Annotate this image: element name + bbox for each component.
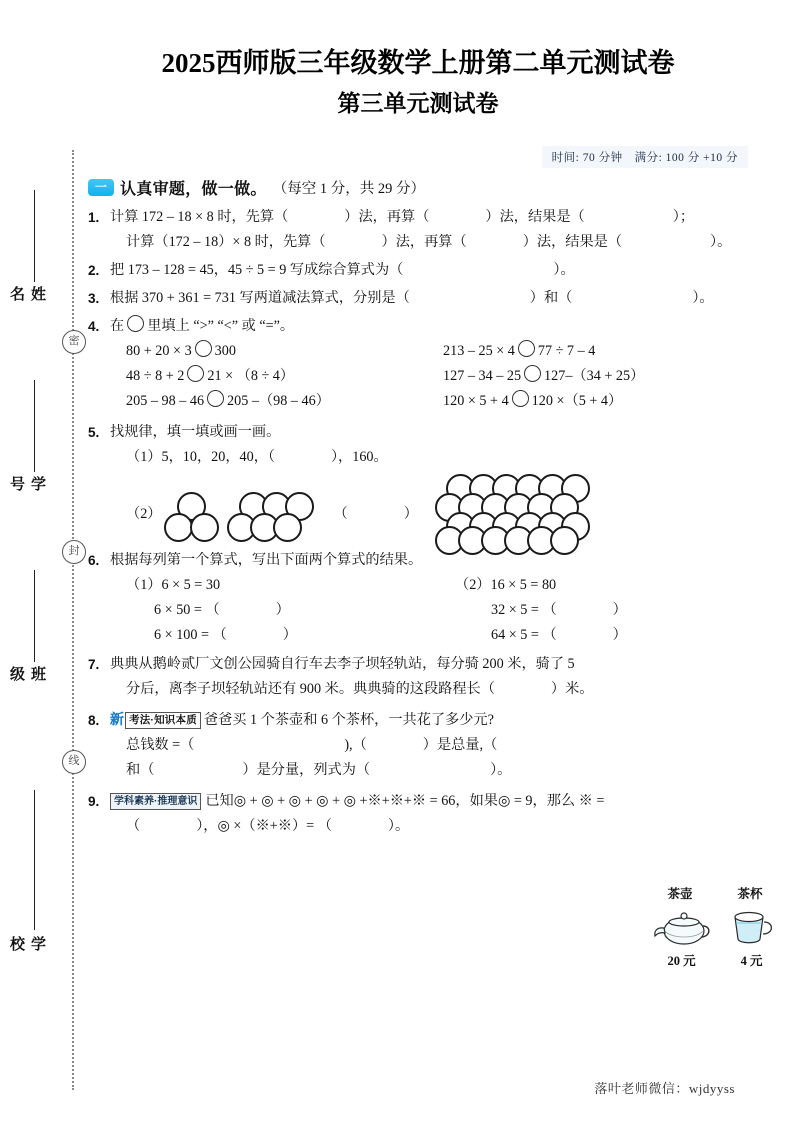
question-number: 7. (88, 657, 100, 672)
question-text: ）。 (710, 234, 732, 250)
seal-mark-1: 封 (62, 540, 86, 564)
teapot-label: 茶壶 (667, 887, 693, 901)
question-text: 分后，离李子坝轻轨站还有 900 米。典典骑的这段路程长（ (126, 681, 495, 697)
exam-meta: 时间: 70 分钟 满分: 100 分 +10 分 (542, 146, 748, 168)
question-line (110, 286, 760, 311)
expression-right: 205 –（98 – 46） (227, 393, 330, 409)
question-text: ）和（ (529, 290, 573, 306)
teacup-price: 4 元 (740, 954, 763, 968)
title-sub: 第三单元测试卷 (337, 91, 499, 116)
question-text: ）。 (553, 262, 575, 278)
formula-row (110, 623, 760, 648)
question-text: 在 (110, 318, 125, 334)
question-number: 1. (88, 210, 100, 225)
question-text: ）米。 (550, 681, 594, 697)
expression-right: 127–（34 + 25） (544, 368, 645, 384)
formula-item (423, 623, 760, 648)
formula-text: 6 × 50 = （ (154, 602, 220, 618)
seal-field-label: 姓名 (8, 286, 45, 304)
question-number: 6. (88, 553, 100, 568)
question-text: 计算（172 – 18）× 8 时，先算（ (126, 234, 326, 250)
question-6 (88, 548, 760, 648)
section-points: （每空 1 分，共 29 分） (272, 181, 425, 197)
question-line: 根据每列第一个算式，写出下面两个算式的结果。 (110, 552, 423, 568)
badge-literacy: 学科素养·推理意识 (110, 793, 201, 810)
compare-row (110, 339, 760, 364)
question-text: 根据 370 + 361 = 731 写两道减法算式，分别是（ (110, 290, 410, 306)
pattern-figure-2 (225, 486, 317, 544)
compare-row (110, 389, 760, 414)
question-text: ),（ (344, 737, 367, 753)
compare-item (443, 339, 760, 364)
teaware-labels (645, 884, 785, 902)
question-9 (88, 789, 760, 839)
question-text: ）法，再算（ (381, 234, 467, 250)
footer-watermark: 落叶老师微信：wjdyyss (594, 1081, 735, 1096)
compare-item (110, 389, 443, 414)
teacup-label: 茶杯 (737, 887, 763, 901)
blank-open: （ (333, 506, 348, 522)
question-number: 8. (88, 713, 100, 728)
formula-close: ） (612, 627, 627, 643)
seal-field-rule (34, 190, 35, 282)
question-text: ）法，结果是（ (522, 234, 623, 250)
compare-circle-input[interactable] (524, 365, 541, 382)
question-text: ）是分量，列式为（ (242, 762, 371, 778)
seal-field-rule (34, 790, 35, 930)
formula-item (423, 598, 760, 623)
seal-field-rule (34, 380, 35, 472)
question-8 (88, 708, 760, 783)
question-line (110, 708, 760, 733)
question-text: 总钱数 =（ (126, 737, 195, 753)
question-number: 2. (88, 263, 100, 278)
compare-item (110, 339, 443, 364)
seal-margin (0, 0, 88, 1122)
expression-right: 300 (214, 343, 236, 359)
question-number: 5. (88, 425, 100, 440)
seal-field-label: 学号 (8, 476, 45, 494)
formula-close: ） (612, 602, 627, 618)
question-3 (88, 286, 760, 311)
pattern-figures (110, 474, 760, 544)
compare-circle-input[interactable] (195, 340, 212, 357)
teacup-icon (727, 905, 779, 949)
teaware-prices (645, 951, 785, 969)
compare-item (110, 364, 443, 389)
question-text: ），◎ ×（※+※）= （ (196, 818, 332, 834)
question-text: ）。 (692, 290, 714, 306)
expression-right: 77 ÷ 7 – 4 (537, 343, 596, 359)
question-text: （ (126, 818, 141, 834)
question-text: ）； (672, 209, 695, 225)
question-text: 把 173 – 128 = 45，45 ÷ 5 = 9 写成综合算式为（ (110, 262, 404, 278)
seal-mark-0: 密 (62, 330, 86, 354)
expression-left: 213 – 25 × 4 (443, 343, 515, 359)
question-number: 3. (88, 291, 100, 306)
question-number: 4. (88, 319, 100, 334)
pattern-blank[interactable] (333, 484, 417, 544)
question-line (110, 314, 760, 339)
compare-circle-icon (127, 315, 144, 332)
expression-left: 120 × 5 + 4 (443, 393, 509, 409)
formula-item (110, 598, 423, 623)
compare-circle-input[interactable] (187, 365, 204, 382)
question-text: （1）5，10，20，40，（ (126, 449, 275, 465)
question-line (110, 789, 760, 814)
seal-mark-2: 线 (62, 750, 86, 774)
formula-head: （2）16 × 5 = 80 (455, 577, 557, 593)
question-line: 典典从鹅岭贰厂文创公园骑自行车去李子坝轻轨站，每分骑 200 米，骑了 5 (110, 656, 575, 672)
question-1 (88, 205, 760, 255)
formula-text: 64 × 5 = （ (491, 627, 557, 643)
expression-left: 127 – 34 – 25 (443, 368, 522, 384)
question-text: 里填上 “>” “<” 或 “=”。 (147, 318, 295, 334)
title-main: 2025西师版三年级数学上册第二单元测试卷 (161, 48, 675, 78)
question-text: ）法，再算（ (344, 209, 430, 225)
compare-row (110, 364, 760, 389)
question-line (110, 230, 760, 255)
formula-text: 6 × 100 = （ (154, 627, 227, 643)
question-line (110, 677, 760, 702)
question-line (110, 445, 760, 470)
formula-row (110, 598, 760, 623)
formula-close: ） (282, 627, 297, 643)
section-badge: 一 (88, 179, 114, 196)
question-line (110, 758, 760, 783)
pattern-figure-1 (161, 486, 219, 544)
question-5 (88, 420, 760, 544)
teapot-price: 20 元 (667, 954, 696, 968)
formula-close: ） (275, 602, 290, 618)
section-header (88, 176, 760, 199)
question-line (110, 814, 760, 839)
formula-row (110, 573, 760, 598)
formula-item (110, 623, 423, 648)
question-number: 9. (88, 794, 100, 809)
question-text: ）。 (490, 762, 512, 778)
badge-exam-method: 考法·知识本质 (125, 712, 201, 729)
seal-field-label: 学校 (8, 936, 45, 954)
pattern-figure-4 (434, 474, 594, 552)
teaware-illustration (645, 884, 785, 969)
badge-new: 新 (110, 708, 124, 733)
expression-right: 21 × （8 ÷ 4） (207, 368, 295, 384)
question-line (110, 258, 760, 283)
page-title (88, 44, 748, 120)
question-4 (88, 314, 760, 414)
seal-field-label: 班级 (8, 666, 45, 684)
teaware-images (645, 903, 785, 949)
blank-close: ） (403, 506, 418, 522)
seal-field-rule (34, 570, 35, 662)
question-line (110, 205, 760, 230)
seal-dotted-line (72, 150, 74, 1090)
question-line: 找规律，填一填或画一画。 (110, 424, 281, 440)
exam-body (88, 176, 760, 842)
question-text: ）。 (387, 818, 410, 834)
question-text: 和（ (126, 762, 155, 778)
expression-right: 120 ×（5 + 4） (531, 393, 623, 409)
expression-left: 48 ÷ 8 + 2 (126, 368, 185, 384)
pattern-label: （2） (126, 506, 162, 522)
question-text: ）是总量,（ (422, 737, 498, 753)
question-text: 计算 172 – 18 × 8 时，先算（ (110, 209, 289, 225)
compare-item (443, 364, 760, 389)
expression-left: 80 + 20 × 3 (126, 343, 192, 359)
question-2 (88, 258, 760, 283)
expression-left: 205 – 98 – 46 (126, 393, 205, 409)
compare-circle-input[interactable] (207, 390, 224, 407)
question-text: ），160。 (330, 449, 388, 465)
compare-circle-input[interactable] (512, 390, 529, 407)
formula-head: （1）6 × 5 = 30 (126, 577, 221, 593)
question-text: 已知◎ + ◎ + ◎ + ◎ + ◎ +※+※+※ = 66，如果◎ = 9，那么 ※ = (205, 793, 605, 809)
formula-text: 32 × 5 = （ (491, 602, 557, 618)
question-line (110, 733, 760, 758)
compare-item (443, 389, 760, 414)
question-text: ）法，结果是（ (485, 209, 585, 225)
question-7 (88, 652, 760, 702)
teapot-icon (651, 905, 715, 949)
compare-circle-input[interactable] (518, 340, 535, 357)
question-text: 爸爸买 1 个茶壶和 6 个茶杯，一共花了多少元? (203, 712, 494, 728)
section-title: 认真审题，做一做。 (120, 181, 267, 198)
